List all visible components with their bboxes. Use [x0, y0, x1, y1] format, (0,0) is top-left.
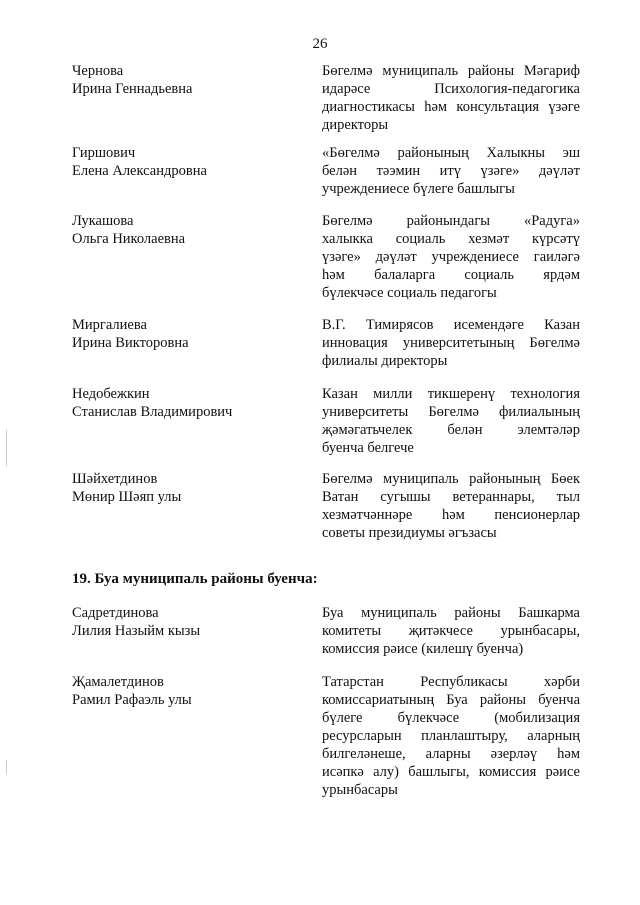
member-role: [322, 316, 580, 370]
role-line: инновация университетының Бөгелмә: [322, 335, 580, 351]
role-line: халыкка социаль хезмәт күрсәтү: [322, 231, 580, 247]
margin-mark: [6, 430, 7, 466]
role-line: университеты Бөгелмә филиалының: [322, 404, 580, 420]
member-surname: Гиршович: [72, 145, 136, 161]
member-role: [322, 212, 580, 302]
role-line: Ватан сугышы ветераннары, тыл: [322, 489, 580, 505]
member-given-name: Ольга Николаевна: [72, 231, 186, 247]
member-given-name: Лилия Назыйм кызы: [72, 623, 201, 639]
member-name: [72, 144, 307, 180]
role-line: Бөгелмә муниципаль районының Бөек: [322, 471, 580, 487]
role-line: советы президиумы әгъзасы: [322, 525, 497, 541]
role-line: урынбасары: [322, 782, 398, 798]
role-line: «Бөгелмә районының Халыкны эш: [322, 145, 580, 161]
member-surname: Чернова: [72, 63, 124, 79]
role-line: һәм балаларга социаль ярдәм: [322, 267, 580, 283]
member-role: [322, 144, 580, 198]
member-name: [72, 212, 307, 248]
member-surname: Недобежкин: [72, 386, 150, 402]
role-line: Бөгелмә муниципаль районы Мәгариф: [322, 63, 580, 79]
role-line: Казан милли тикшеренү технология: [322, 386, 580, 402]
role-line: идарәсе Психология-педагогика: [322, 81, 580, 97]
member-role: [322, 604, 580, 658]
role-line: филиалы директоры: [322, 353, 448, 369]
role-line: үзәге» дәүләт учреждениесе гаиләгә: [322, 249, 580, 265]
member-name: [72, 673, 307, 709]
role-line: диагностикасы һәм консультация үзәге: [322, 99, 580, 115]
member-name: [72, 470, 307, 506]
role-line: директоры: [322, 117, 389, 133]
role-line: хезмәтчәннәре һәм пенсионерлар: [322, 507, 580, 523]
member-role: [322, 673, 580, 799]
role-line: бүлеге бүлекчәсе (мобилизация: [322, 710, 580, 726]
member-role: [322, 385, 580, 457]
member-given-name: Ирина Викторовна: [72, 335, 189, 351]
role-line: билгеләнеше, аларны әзерләү һәм: [322, 746, 580, 762]
member-surname: Лукашова: [72, 213, 134, 229]
role-line: ресурсларын планлаштыру, аларның: [322, 728, 580, 744]
member-surname: Шәйхетдинов: [72, 471, 158, 487]
member-name: [72, 385, 307, 421]
role-line: Татарстан Республикасы хәрби: [322, 674, 580, 690]
role-line: буенча белгече: [322, 440, 414, 456]
role-line: бүлекчәсе социаль педагогы: [322, 285, 497, 301]
role-line: учреждениесе бүлеге башлыгы: [322, 181, 515, 197]
role-line: комитеты җитәкчесе урынбасары,: [322, 623, 580, 639]
member-surname: Миргалиева: [72, 317, 147, 333]
role-line: комиссия рәисе (килешү буенча): [322, 641, 524, 657]
role-line: исәпкә алу) башлыгы, комиссия рәисе: [322, 764, 580, 780]
role-line: Бөгелмә районындагы «Радуга»: [322, 213, 580, 229]
member-surname: Садретдинова: [72, 605, 159, 621]
role-line: белән тәэмин итү үзәге» дәүләт: [322, 163, 580, 179]
page-number: 26: [312, 36, 328, 52]
role-line: Буа муниципаль районы Башкарма: [322, 605, 580, 621]
member-given-name: Елена Александровна: [72, 163, 207, 179]
member-name: [72, 62, 307, 98]
member-given-name: Рамил Рафаэль улы: [72, 692, 192, 708]
member-name: [72, 316, 307, 352]
member-given-name: Мөнир Шәяп улы: [72, 489, 182, 505]
member-given-name: Станислав Владимирович: [72, 404, 233, 420]
role-line: җәмәгатьчелек белән элемтәләр: [322, 422, 580, 438]
section-heading: 19. Буа муниципаль районы буенча:: [72, 571, 318, 587]
role-line: комиссариатының Буа районы буенча: [322, 692, 580, 708]
member-role: [322, 62, 580, 134]
margin-mark: [6, 760, 7, 774]
member-role: [322, 470, 580, 542]
member-name: [72, 604, 307, 640]
member-surname: Җамалетдинов: [72, 674, 164, 690]
member-given-name: Ирина Геннадьевна: [72, 81, 193, 97]
role-line: В.Г. Тимирясов исемендәге Казан: [322, 317, 580, 333]
